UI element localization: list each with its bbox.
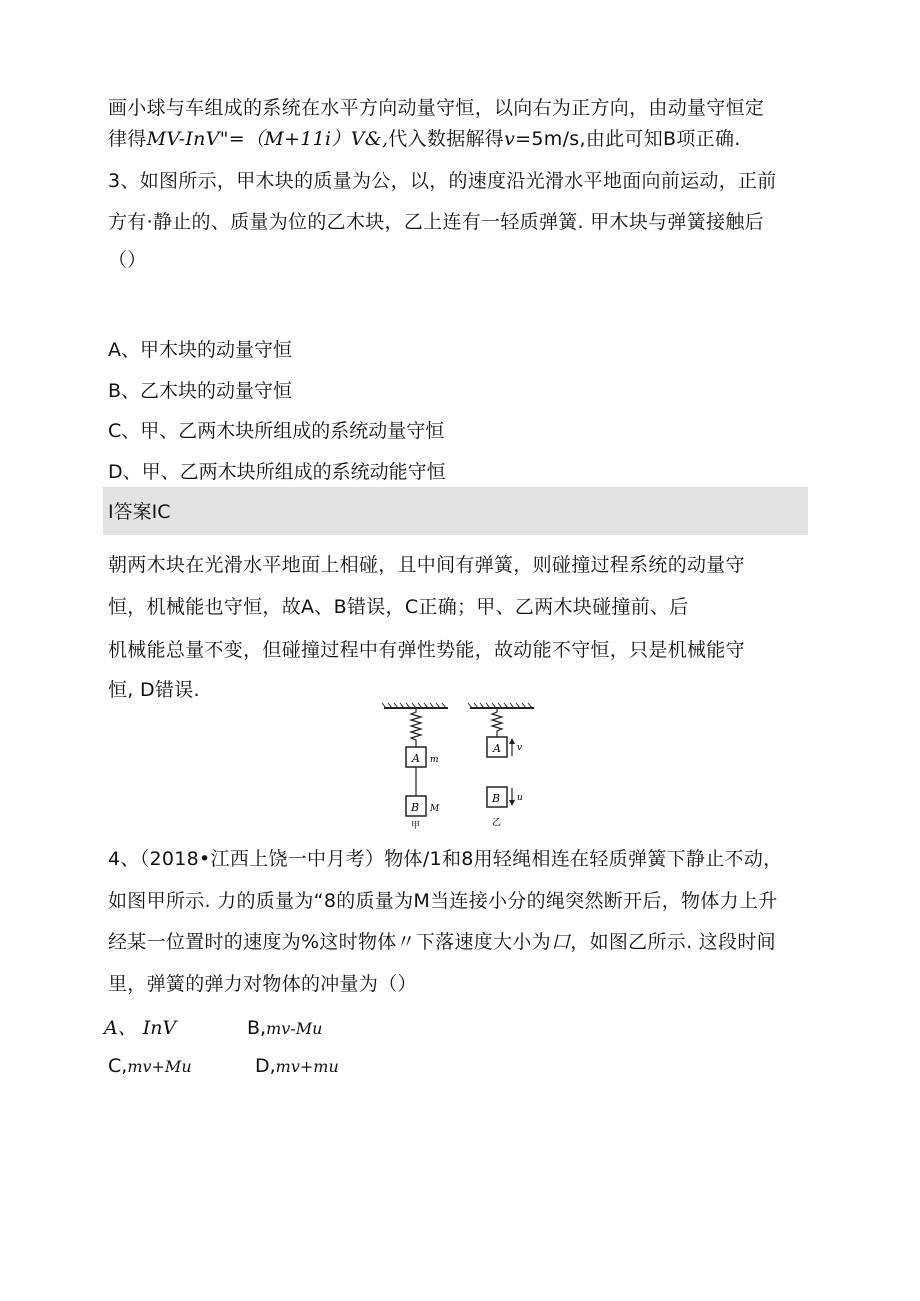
jia-mass-m: m [430, 755, 439, 765]
q4-option-b-value: mv-Mu [266, 1019, 323, 1038]
jia-ceiling [382, 703, 448, 708]
q4-option-a-label: A、 [104, 1017, 137, 1039]
q3-stem-line-3: （） [108, 249, 147, 271]
up-arrow-icon [509, 738, 515, 756]
velocity-symbol: v [504, 128, 516, 150]
q3-option-a: A、甲木块的动量守恒 [108, 339, 292, 361]
explanation-line-3: 机械能总量不变，但碰撞过程中有弹性势能，故动能不守恒，只是机械能守 [108, 639, 745, 661]
q4-option-c [108, 1053, 192, 1080]
q4-option-d [255, 1053, 339, 1080]
q4-option-c-label: C, [108, 1055, 128, 1077]
spring-block-figure [378, 700, 540, 830]
q4-stem-line-2: 如图甲所示. 力的质量为“8的质量为M当连接小分的绳突然断开后，物体力上升 [108, 890, 778, 912]
jia-caption: 甲 [411, 821, 421, 830]
explanation-line-4: 恒, D错误. [108, 679, 200, 701]
momentum-formula: MV-InV"=（M+11i）V&, [146, 128, 389, 150]
answer-banner [103, 487, 808, 535]
q4-option-a-value: InV [142, 1017, 177, 1039]
q3-stem-line-1: 3、如图所示，甲木块的质量为公，以，的速度沿光滑水平地面向前运动，正前 [108, 170, 777, 192]
prev-line2-start: 律得 [108, 128, 147, 150]
q4-line3-end: ，如图乙所示. 这段时间 [570, 931, 776, 953]
yi-velocity-v: v [517, 743, 523, 753]
q4-option-b-label: B, [247, 1017, 267, 1039]
jia-block-b-label: B [411, 801, 420, 814]
prev-line2-mid: 代入数据解得 [388, 128, 505, 150]
q3-stem-line-2: 方有·静止的、质量为位的乙木块，乙上连有一轻质弹簧. 甲木块与弹簧接触后 [108, 211, 764, 233]
yi-block-a-label: A [493, 742, 501, 755]
yi-velocity-u: u [517, 793, 523, 803]
q3-option-c: C、甲、乙两木块所组成的系统动量守恒 [108, 420, 445, 442]
yi-spring [492, 708, 502, 737]
q4-line3-symbol: 口 [550, 931, 571, 953]
jia-spring [411, 708, 421, 747]
q3-option-d: D、甲、乙两木块所组成的系统动能守恒 [108, 461, 446, 483]
prev-line2-end: =5m/s,由此可知B项正确. [515, 128, 741, 150]
q4-option-b [247, 1015, 322, 1042]
q4-stem-line-3 [108, 929, 776, 955]
jia-mass-M: M [430, 804, 440, 814]
q4-stem-line-4: 里，弹簧的弹力对物体的冲量为（） [108, 973, 417, 995]
explanation-line-1: 朝两木块在光滑水平地面上相碰，且中间有弹簧，则碰撞过程系统的动量守 [108, 554, 745, 576]
down-arrow-icon [509, 788, 515, 806]
yi-block-b-label: B [492, 792, 501, 805]
q4-option-d-value: mv+mu [275, 1057, 339, 1076]
jia-block-a-label: A [412, 752, 420, 765]
explanation-line-2: 恒，机械能也守恒，故A、B错误，C正确；甲、乙两木块碰撞前、后 [108, 596, 689, 618]
prev-text-line-2 [108, 126, 741, 152]
q3-option-b: B、乙木块的动量守恒 [108, 380, 293, 402]
q4-stem-line-1: 4、（2018•江西上饶一中月考）物体/1和8用轻绳相连在轻质弹簧下静止不动， [108, 848, 783, 870]
q4-line3-start: 经某一位置时的速度为%这时物体〃下落速度大小为 [108, 931, 551, 953]
q4-option-d-label: D, [255, 1055, 276, 1077]
yi-caption: 乙 [492, 818, 502, 828]
prev-text-line-1: 画小球与车组成的系统在水平方向动量守恒，以向右为正方向，由动量守恒定 [108, 97, 765, 119]
yi-ceiling [468, 703, 534, 708]
answer-label: I答案IC [108, 501, 171, 523]
q4-option-c-value: mv+Mu [127, 1057, 192, 1076]
q4-option-a [104, 1015, 176, 1041]
